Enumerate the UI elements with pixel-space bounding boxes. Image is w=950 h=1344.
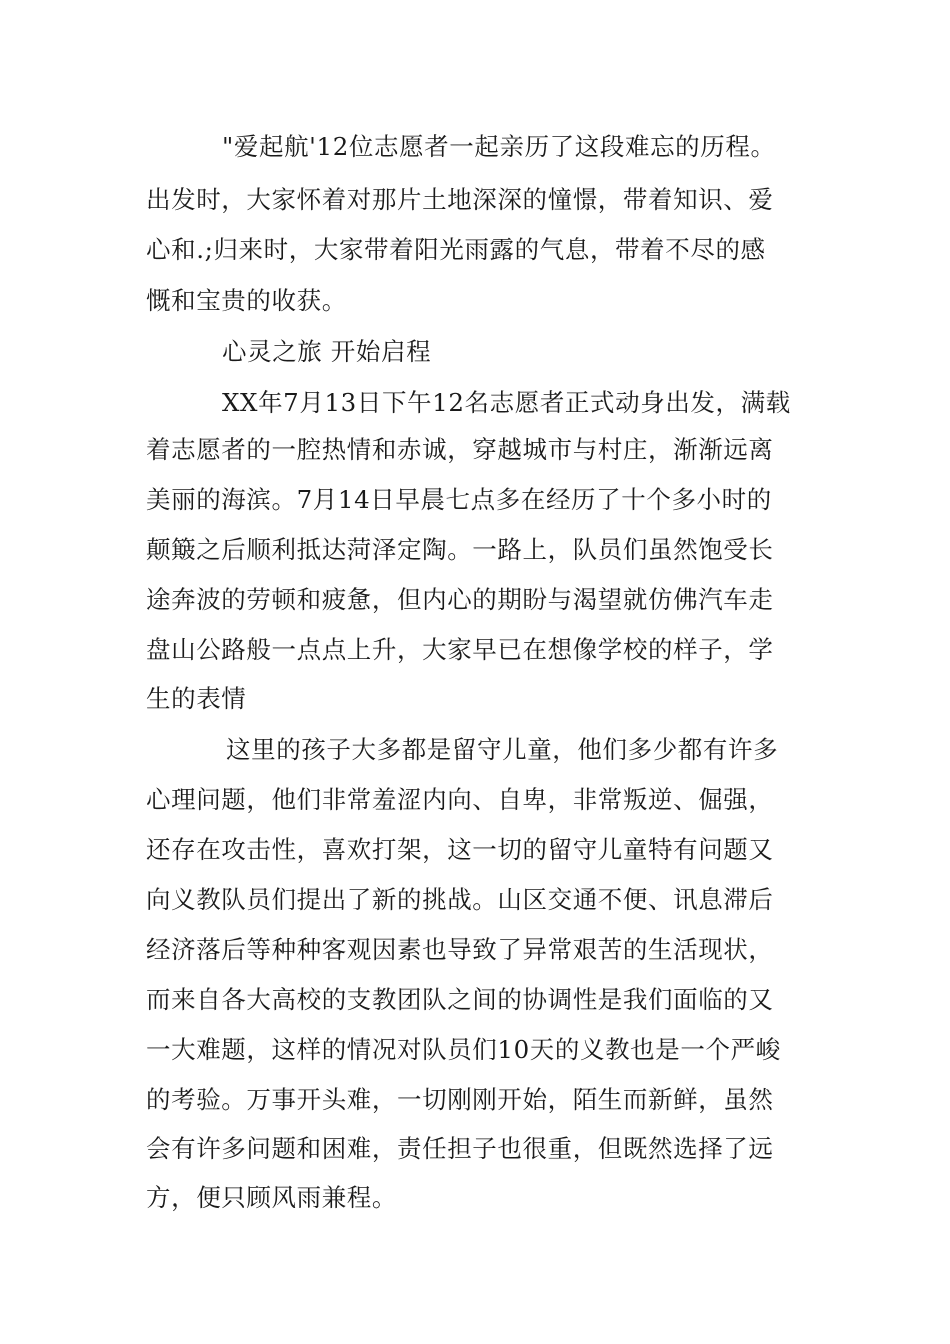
text-line: 生的表情 xyxy=(146,684,247,713)
text-line: 方，便只顾风雨兼程。 xyxy=(146,1183,397,1212)
text-line: 美丽的海滨。7月14日早晨七点多在经历了十个多小时的 xyxy=(146,485,772,514)
text-line: 盘山公路般一点点上升，大家早已在想像学校的样子，学 xyxy=(146,635,774,664)
text-line: 这里的孩子大多都是留守儿童，他们多少都有许多 xyxy=(226,735,779,764)
text-line: 向义教队员们提出了新的挑战。山区交通不便、讯息滞后 xyxy=(146,885,774,914)
text-line: 还存在攻击性，喜欢打架，这一切的留守儿童特有问题又 xyxy=(146,835,774,864)
text-line: 途奔波的劳顿和疲惫，但内心的期盼与渴望就仿佛汽车走 xyxy=(146,585,774,614)
text-line: "爱起航'12位志愿者一起亲历了这段难忘的历程。 xyxy=(222,132,776,161)
text-line: 经济落后等种种客观因素也导致了异常艰苦的生活现状， xyxy=(146,935,774,964)
text-line: 颠簸之后顺利抵达菏泽定陶。一路上，队员们虽然饱受长 xyxy=(146,535,774,564)
section-heading: 心灵之旅 开始启程 xyxy=(222,337,432,366)
text-line: 的考验。万事开头难，一切刚刚开始，陌生而新鲜，虽然 xyxy=(146,1085,774,1114)
text-line: 会有许多问题和困难，责任担子也很重，但既然选择了远 xyxy=(146,1134,774,1163)
text-line: 心和.;归来时，大家带着阳光雨露的气息，带着不尽的感 xyxy=(146,235,766,264)
text-line: 而来自各大高校的支教团队之间的协调性是我们面临的又 xyxy=(146,985,774,1014)
text-line: 心理问题，他们非常羞涩内向、自卑，非常叛逆、倔强， xyxy=(146,785,774,814)
text-line: 慨和宝贵的收获。 xyxy=(146,286,347,315)
text-line: 一大难题，这样的情况对队员们10天的义教也是一个严峻 xyxy=(146,1035,781,1064)
text-line: 着志愿者的一腔热情和赤诚，穿越城市与村庄，渐渐远离 xyxy=(146,435,774,464)
text-line: 出发时，大家怀着对那片土地深深的憧憬，带着知识、爱 xyxy=(146,185,774,214)
text-line: XX年7月13日下午12名志愿者正式动身出发，满载 xyxy=(222,388,791,417)
